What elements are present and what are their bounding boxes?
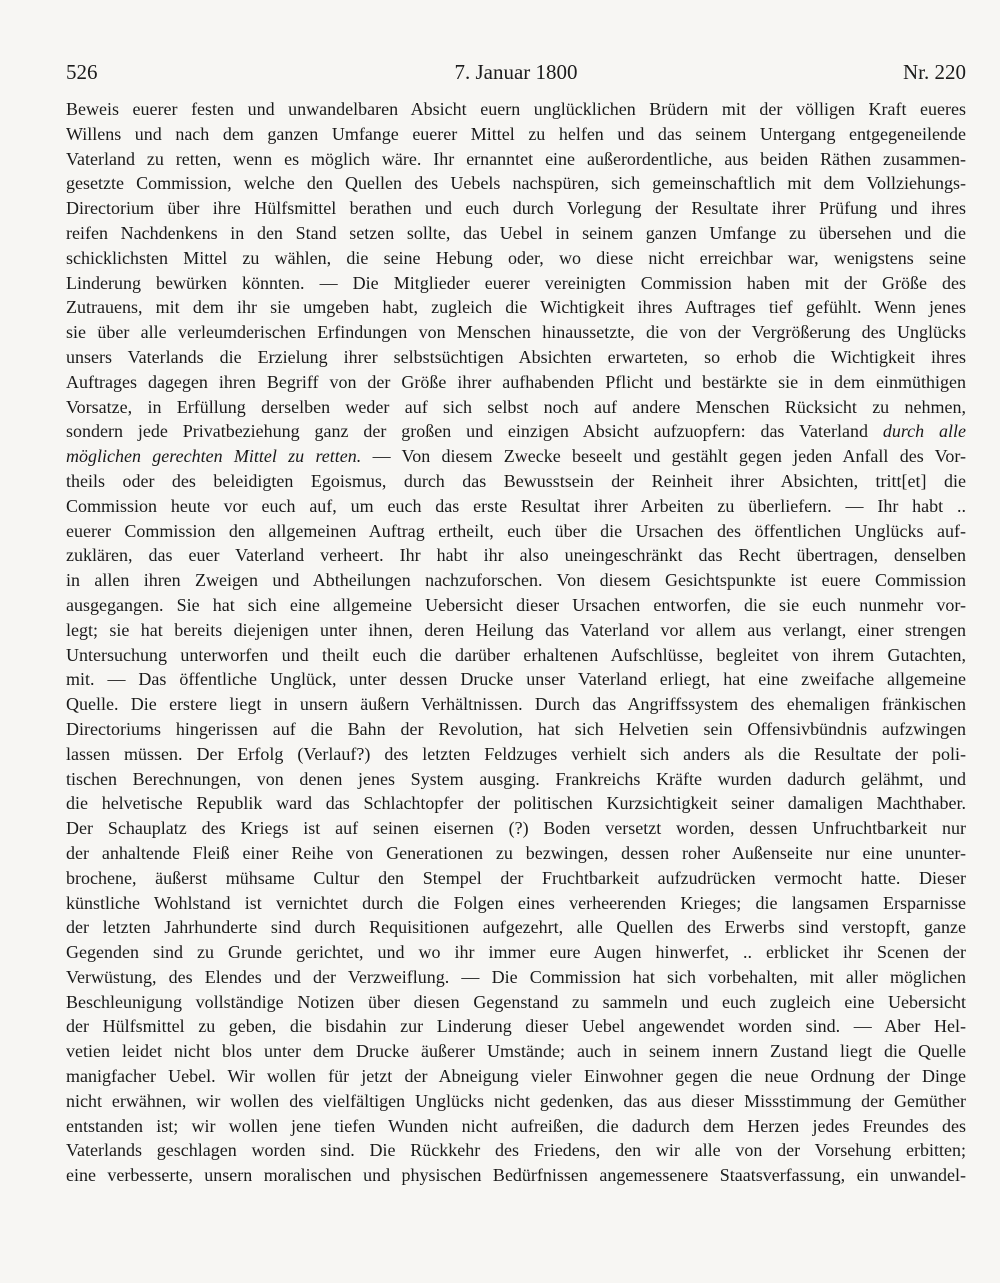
italic-segment: durch alle	[882, 421, 966, 442]
text-line: Untersuchung unterworfen und theilt euch die darüber erhaltenen Aufschlüsse, begleitet von ihrem Gutachten,	[66, 644, 966, 665]
text-line: die helvetische Republik ward das Schlachtopfer der politischen Kurzsichtigkeit seiner damaligen Machthaber.	[66, 793, 966, 814]
text-line: lassen müssen. Der Erfolg (Verlauf?) des letzten Feldzuges verhielt sich anders als die Resultate der poli-	[66, 743, 966, 764]
text-line: mit. — Das öffentliche Unglück, unter dessen Drucke unser Vaterland erliegt, hat eine zweifache allgemeine	[66, 669, 966, 690]
text-line: entstanden ist; wir wollen jene tiefen Wunden nicht aufreißen, die dadurch dem Herzen jedes Freundes des	[66, 1115, 966, 1136]
text-line: Vorsatze, in Erfüllung derselben weder auf sich selbst noch auf andere Menschen Rücksicht zu nehmen,	[66, 396, 966, 417]
text-line: der letzten Jahrhunderte sind durch Requisitionen aufgezehrt, alle Quellen des Erwerbs sind verstopft, ganze	[66, 917, 966, 938]
text-line: nicht erwähnen, wir wollen des vielfältigen Unglücks nicht gedenken, das aus dieser Missstimmung der Gemüther	[66, 1090, 966, 1111]
text-line: Commission heute vor euch auf, um euch das erste Resultat ihrer Arbeiten zu überliefern. — Ihr habt ..	[66, 495, 966, 516]
text-line: Der Schauplatz des Kriegs ist auf seinen eisernen (?) Boden versetzt worden, dessen Unfruchtbarkeit nur	[66, 818, 966, 839]
text-line: Vaterland zu retten, wenn es möglich wäre. Ihr ernanntet eine außerordentliche, aus beiden Räthen zusammen-	[66, 148, 966, 169]
text-line: Directorium über ihre Hülfsmittel berathen und euch durch Vorlegung der Resultate ihrer Prüfung und ihres	[66, 198, 966, 219]
text-line: Quelle. Die erstere liegt in unsern äußern Verhältnissen. Durch das Angriffssystem des ehemaligen fränkischen	[66, 694, 966, 715]
text-line: künstliche Wohlstand ist vernichtet durch die Folgen eines verheerenden Krieges; die langsamen Ersparnisse	[66, 892, 966, 913]
text-line: Gegenden sind zu Grunde gerichtet, und wo ihr immer eure Augen hinwerfet, .. erblicket ihr Scenen der	[66, 942, 966, 963]
text-line-mixed	[66, 444, 966, 469]
text-line: sie über alle verleumderischen Erfindungen von Menschen hinaussetzte, die von der Vergrößerung des Unglücks	[66, 322, 966, 343]
text-line: in allen ihren Zweigen und Abtheilungen nachzuforschen. Von diesem Gesichtspunkte ist euere Commission	[66, 570, 966, 591]
text-segment: — Von diesem Zwecke beseelt und gestählt gegen jeden Anfall des Vor-	[372, 446, 966, 467]
text-line: Verwüstung, des Elendes und der Verzweiflung. — Die Commission hat sich vorbehalten, mit aller möglichen	[66, 966, 966, 987]
text-line: der Hülfsmittel zu geben, die bisdahin zur Linderung dieser Uebel angewendet worden sind. — Aber Hel-	[66, 1016, 966, 1037]
text-line: Beweis euerer festen und unwandelbaren Absicht euern unglücklichen Brüdern mit der völligen Kraft eueres	[66, 99, 966, 119]
text-line: ausgegangen. Sie hat sich eine allgemeine Uebersicht dieser Ursachen entworfen, die sie euch nunmehr vor-	[66, 594, 966, 615]
page-date: 7. Januar 1800	[454, 60, 578, 84]
text-line: tischen Berechnungen, von denen jenes System ausging. Frankreichs Kräfte wurden dadurch gelähmt, und	[66, 768, 966, 789]
body-text	[66, 97, 966, 1188]
text-line: Beschleunigung vollständige Notizen über diesen Gegenstand zu sammeln und euch zugleich eine Uebersicht	[66, 991, 966, 1012]
text-line: gesetzte Commission, welche den Quellen des Uebels nachspüren, sich gemeinschaftlich mit dem Vollziehungs-	[66, 173, 966, 194]
text-line: eine verbesserte, unsern moralischen und physischen Bedürfnissen angemessenere Staatsverfassung, ein unwandel-	[66, 1165, 966, 1186]
text-line: brochene, äußerst mühsame Cultur den Stempel der Fruchtbarkeit aufzudrücken vermocht hatte. Dieser	[66, 867, 966, 888]
text-line: vetien leidet nicht blos unter dem Drucke äußerer Umstände; auch in seinem innern Zustand liegt die Quelle	[66, 1041, 966, 1062]
text-line: Directoriums hingerissen auf die Bahn der Revolution, hat sich Helvetien sein Offensivbündnis aufzwingen	[66, 718, 966, 739]
page-number: 526	[66, 60, 98, 84]
text-line: Willens und nach dem ganzen Umfange euerer Mittel zu helfen und das seinem Untergang entgegeneilende	[66, 123, 966, 144]
text-line: Auftrages dagegen ihren Begriff von der Größe ihrer aufhabenden Pflicht und bestärkte sie in dem einmüthigen	[66, 371, 966, 392]
text-line-mixed	[66, 419, 966, 444]
text-segment: sondern jede Privatbeziehung ganz der großen und einzigen Absicht aufzuopfern: das Vaterland	[66, 421, 868, 442]
text-line: theils oder des beleidigten Egoismus, durch das Bewusstsein der Reinheit ihrer Absichten, tritt[et] die	[66, 470, 966, 491]
document-number: Nr. 220	[903, 60, 966, 84]
text-line: manigfacher Uebel. Wir wollen für jetzt der Abneigung vieler Einwohner gegen die neue Ordnung der Dinge	[66, 1066, 966, 1087]
text-line: unsers Vaterlands die Erzielung ihrer selbstsüchtigen Absichten erwarteten, so erhob die Wichtigkeit ihres	[66, 346, 966, 367]
text-line: Zutrauens, mit dem ihr sie umgeben habt, zugleich die Wichtigkeit ihres Auftrages tief gefühlt. Wenn jenes	[66, 297, 966, 318]
text-line: reifen Nachdenkens in den Stand setzen sollte, das Uebel in seinem ganzen Umfange zu übersehen und die	[66, 222, 966, 243]
page-header	[66, 60, 966, 88]
text-line: schicklichsten Mittel zu wählen, die seine Hebung oder, wo diese nicht erreichbar war, wenigstens seine	[66, 247, 966, 268]
italic-segment: möglichen gerechten Mittel zu retten.	[66, 446, 362, 467]
text-line: der anhaltende Fleiß einer Reihe von Generationen zu bezwingen, dessen roher Außenseite nur eine ununter-	[66, 842, 966, 863]
text-line: legt; sie hat bereits diejenigen unter ihnen, deren Heilung das Vaterland vor allem aus verlangt, einer strengen	[66, 619, 966, 640]
text-line: zuklären, das euer Vaterland verheert. Ihr habt ihr also uneingeschränkt das Recht übertragen, denselben	[66, 545, 966, 566]
text-line: euerer Commission den allgemeinen Auftrag ertheilt, euch über die Ursachen des öffentlichen Unglücks auf-	[66, 520, 966, 541]
text-line: Vaterlands geschlagen worden sind. Die Rückkehr des Friedens, den wir alle von der Vorsehung erbitten;	[66, 1140, 966, 1161]
text-line: Linderung bewürken könnten. — Die Mitglieder euerer vereinigten Commission haben mit der Größe des	[66, 272, 966, 293]
